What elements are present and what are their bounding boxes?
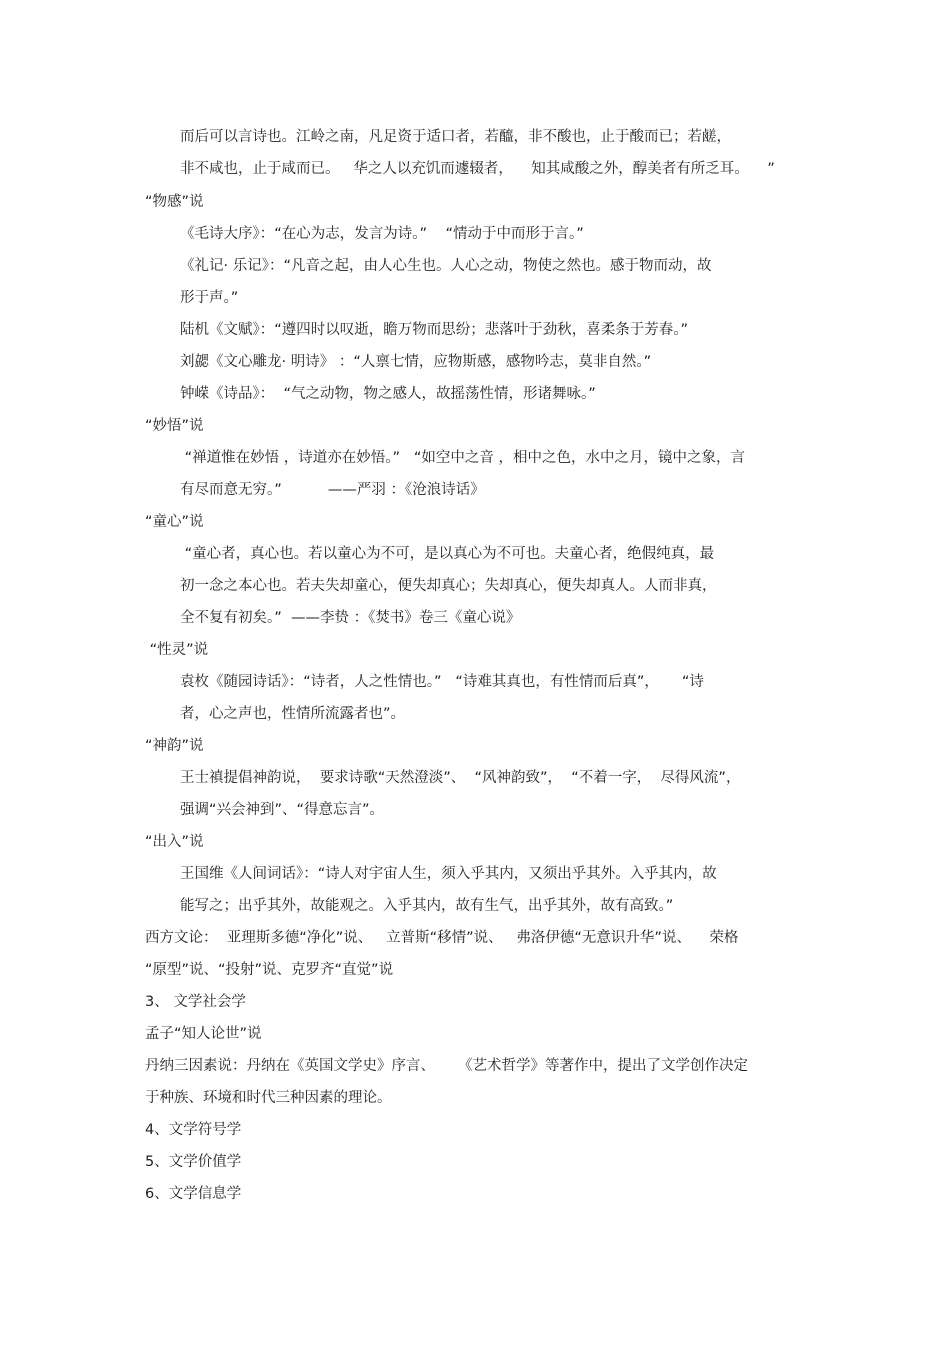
text-line: 王士禛提倡神韵说， 要求诗歌“天然澄淡”、 “风神韵致”， “不着一字， 尽得风流”， xyxy=(180,770,741,786)
section-heading-miaowu: “妙悟”说 xyxy=(145,418,204,434)
text-line: 而后可以言诗也。江岭之南，凡足资于适口者，若醯，非不酸也，止于酸而已；若鹾， xyxy=(180,129,731,145)
text-line: 《礼记· 乐记》：“凡音之起，由人心生也。人心之动，物使之然也。感于物而动，故 xyxy=(180,258,712,274)
text-line: “原型”说、“投射”说、克罗齐“直觉”说 xyxy=(145,962,394,978)
section-heading-tongxin: “童心”说 xyxy=(145,514,204,530)
section-heading-3: 3、 文学社会学 xyxy=(145,994,246,1010)
text-line: 袁枚《随园诗话》：“诗者，人之性情也。” “诗难其真也，有性情而后真”， “诗 xyxy=(180,674,704,690)
text-line: 西方文论： 亚理斯多德“净化”说、 立普斯“移情”说、 弗洛伊德“无意识升华”说、 荣格 xyxy=(145,930,739,946)
section-heading-wugan: “物感”说 xyxy=(145,194,204,210)
text-line: “禅道惟在妙悟 ，诗道亦在妙悟。” “如空中之音 ，相中之色，水中之月，镜中之象，言 xyxy=(180,450,745,466)
text-line: 于种族、环境和时代三种因素的理论。 xyxy=(145,1090,392,1106)
text-line: 非不咸也，止于咸而已。 华之人以充饥而遽辍者， 知其咸酸之外，醇美者有所乏耳。 ” xyxy=(180,161,775,177)
text-line: 陆机《文赋》：“遵四时以叹逝，瞻万物而思纷；悲落叶于劲秋，喜柔条于芳春。” xyxy=(180,322,689,338)
section-heading-shenyun: “神韵”说 xyxy=(145,738,204,754)
text-line: 钟嵘《诗品》： “气之动物，物之感人，故摇荡性情，形诸舞咏。” xyxy=(180,386,596,402)
section-heading-churu: “出入”说 xyxy=(145,834,204,850)
text-line: 形于声。” xyxy=(180,290,239,306)
section-heading-xingling: “性灵”说 xyxy=(145,642,209,658)
text-line: 初一念之本心也。若夫失却童心，便失却真心；失却真心，便失却真人。人而非真， xyxy=(180,578,717,594)
text-line: 者，心之声也，性情所流露者也”。 xyxy=(180,706,406,722)
text-line: 强调“兴会神到”、“得意忘言”。 xyxy=(180,802,385,818)
text-line: 《毛诗大序》：“在心为志，发言为诗。” “情动于中而形于言。” xyxy=(180,226,584,242)
section-heading-5: 5、文学价值学 xyxy=(145,1154,242,1170)
text-line: 有尽而意无穷。” ——严羽 ：《沧浪诗话》 xyxy=(180,482,485,498)
text-line: 刘勰《文心雕龙· 明诗》 ：“人禀七情，应物斯感，感物吟志，莫非自然。” xyxy=(180,354,652,370)
section-heading-6: 6、文学信息学 xyxy=(145,1186,242,1202)
text-line: 王国维《人间词话》：“诗人对宇宙人生，须入乎其内，又须出乎其外。入乎其内，故 xyxy=(180,866,717,882)
text-line: 孟子“知人论世”说 xyxy=(145,1026,262,1042)
text-line: “童心者，真心也。若以童心为不可，是以真心为不可也。夫童心者，绝假纯真，最 xyxy=(180,546,715,562)
text-line: 全不复有初矣。” ——李贽 ：《焚书》卷三《童心说》 xyxy=(180,610,521,626)
section-heading-4: 4、文学符号学 xyxy=(145,1122,242,1138)
text-line: 能写之；出乎其外，故能观之。入乎其内，故有生气，出乎其外，故有高致。” xyxy=(180,898,674,914)
text-line: 丹纳三因素说：丹纳在《英国文学史》序言、 《艺术哲学》等著作中，提出了文学创作决定 xyxy=(145,1058,749,1074)
